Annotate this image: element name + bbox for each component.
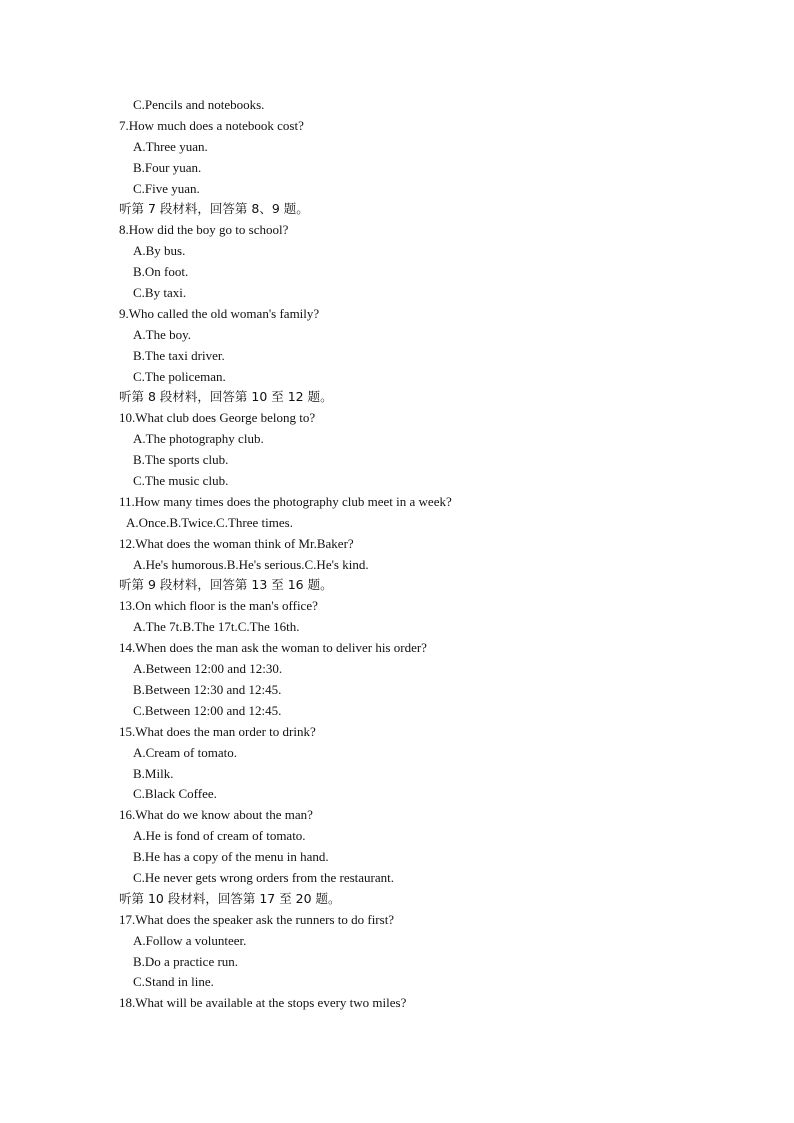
answer-option: B.Four yuan.: [133, 159, 202, 175]
question: 8.How did the boy go to school?: [119, 222, 289, 238]
question: 14.When does the man ask the woman to deliver his order?: [119, 640, 427, 656]
answer-option: A.He is fond of cream of tomato.: [133, 828, 306, 844]
answer-option: C.The music club.: [133, 473, 229, 489]
answer-option: A.Three yuan.: [133, 138, 208, 154]
answer-option: B.Milk.: [133, 765, 174, 781]
answer-option: B.The taxi driver.: [133, 347, 225, 363]
answer-option: C.Stand in line.: [133, 974, 214, 990]
answer-option: A.Once.B.Twice.C.Three times.: [126, 514, 293, 530]
question: 17.What does the speaker ask the runners to do first?: [119, 911, 395, 927]
answer-option: A.The boy.: [133, 326, 192, 342]
answer-option: C.By taxi.: [133, 285, 187, 301]
answer-option: A.Cream of tomato.: [133, 744, 237, 760]
question: 13.On which floor is the man's office?: [119, 598, 318, 614]
answer-option: B.On foot.: [133, 264, 189, 280]
answer-option: B.He has a copy of the menu in hand.: [133, 849, 329, 865]
answer-option: B.Do a practice run.: [133, 953, 239, 969]
answer-option: C.Pencils and notebooks.: [133, 97, 265, 112]
document-page: [0, 95, 794, 1014]
question: 16.What do we know about the man?: [119, 807, 313, 823]
answer-option: C.The policeman.: [133, 368, 226, 384]
answer-option: A.Between 12:00 and 12:30.: [133, 661, 283, 677]
question: 10.What club does George belong to?: [119, 410, 316, 426]
answer-option: C.Five yuan.: [133, 180, 200, 196]
answer-option: B.Between 12:30 and 12:45.: [133, 681, 282, 697]
question: 7.How much does a notebook cost?: [119, 117, 304, 133]
section-instruction: 听第 10 段材料，回答第 17 至 20 题。: [119, 890, 341, 906]
question: 18.What will be available at the stops every two miles?: [119, 995, 407, 1011]
answer-option: A.Follow a volunteer.: [133, 932, 247, 948]
answer-option: A.He's humorous.B.He's serious.C.He's kind.: [133, 556, 369, 572]
answer-option: A.The 7t.B.The 17t.C.The 16th.: [133, 619, 300, 635]
answer-option: B.The sports club.: [133, 452, 229, 468]
section-instruction: 听第 8 段材料，回答第 10 至 12 题。: [119, 389, 333, 405]
question: 12.What does the woman think of Mr.Baker?: [119, 535, 354, 551]
answer-option: A.The photography club.: [133, 431, 264, 447]
question: 15.What does the man order to drink?: [119, 723, 316, 739]
section-instruction: 听第 9 段材料，回答第 13 至 16 题。: [119, 577, 333, 593]
section-instruction: 听第 7 段材料，回答第 8、9 题。: [119, 201, 309, 217]
question: 11.How many times does the photography club meet in a week?: [119, 493, 452, 509]
answer-option: C.Between 12:00 and 12:45.: [133, 702, 282, 718]
answer-option: A.By bus.: [133, 243, 186, 259]
question: 9.Who called the old woman's family?: [119, 305, 320, 321]
answer-option: C.Black Coffee.: [133, 786, 217, 802]
answer-option: C.He never gets wrong orders from the restaurant.: [133, 869, 394, 885]
